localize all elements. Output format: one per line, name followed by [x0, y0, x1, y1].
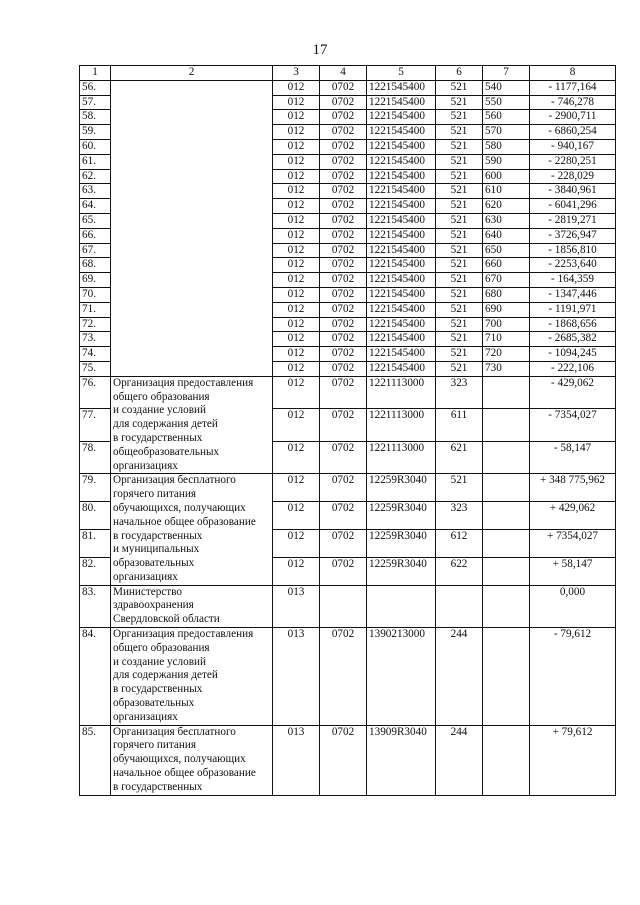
- amount-cell: - 3726,947: [530, 228, 616, 243]
- col3-cell: 012: [273, 213, 320, 228]
- col4-cell: 0702: [320, 725, 367, 795]
- amount-cell: - 1177,164: [530, 80, 616, 95]
- col7-cell: 540: [483, 80, 530, 95]
- col3-cell: 012: [273, 530, 320, 558]
- description-cell: [111, 376, 273, 474]
- column-header: 2: [111, 66, 273, 81]
- description-line: и муниципальных: [113, 543, 200, 556]
- description-line: здравоохранения: [113, 599, 194, 612]
- col3-cell: 012: [273, 154, 320, 169]
- description-line: и создание условий: [113, 404, 206, 417]
- row-number-cell: 84.: [80, 628, 111, 726]
- col3-cell: 012: [273, 557, 320, 585]
- col6-cell: 521: [436, 139, 483, 154]
- col3-cell: 012: [273, 409, 320, 442]
- description-line: Организация предоставления: [113, 376, 254, 389]
- description-line: и создание условий: [113, 655, 206, 668]
- row-number-cell: 57.: [80, 95, 111, 110]
- col7-cell: [483, 530, 530, 558]
- col7-cell: 690: [483, 302, 530, 317]
- amount-cell: - 222,106: [530, 361, 616, 376]
- col4-cell: 0702: [320, 317, 367, 332]
- col6-cell: 521: [436, 154, 483, 169]
- description-line: организациях: [113, 459, 178, 472]
- row-number-cell: 73.: [80, 332, 111, 347]
- col4-cell: 0702: [320, 441, 367, 474]
- row-number-cell: 65.: [80, 213, 111, 228]
- col3-cell: 012: [273, 243, 320, 258]
- col4-cell: 0702: [320, 376, 367, 409]
- col5-cell: 12259R3040: [367, 557, 436, 585]
- col6-cell: 521: [436, 332, 483, 347]
- col3-cell: 012: [273, 361, 320, 376]
- col3-cell: 012: [273, 199, 320, 214]
- col5-cell: 1221545400: [367, 139, 436, 154]
- col3-cell: 012: [273, 169, 320, 184]
- amount-cell: + 429,062: [530, 502, 616, 530]
- col7-cell: [483, 628, 530, 726]
- col6-cell: 521: [436, 317, 483, 332]
- col7-cell: [483, 441, 530, 474]
- col7-cell: 630: [483, 213, 530, 228]
- description-cell: [111, 725, 273, 795]
- col4-cell: 0702: [320, 95, 367, 110]
- description-line: Организация бесплатного: [113, 474, 236, 487]
- row-number-cell: 68.: [80, 258, 111, 273]
- col5-cell: 1221545400: [367, 273, 436, 288]
- col3-cell: 012: [273, 184, 320, 199]
- col7-cell: [483, 409, 530, 442]
- col5-cell: 1221545400: [367, 243, 436, 258]
- amount-cell: - 3840,961: [530, 184, 616, 199]
- amount-cell: + 7354,027: [530, 530, 616, 558]
- row-number-cell: 70.: [80, 287, 111, 302]
- col4-cell: 0702: [320, 154, 367, 169]
- description-cell: [111, 474, 273, 585]
- row-number-cell: 83.: [80, 585, 111, 627]
- table-row: [80, 725, 616, 795]
- description-line: в государственных: [113, 529, 203, 542]
- col3-cell: 012: [273, 474, 320, 502]
- col6-cell: 521: [436, 199, 483, 214]
- col7-cell: 680: [483, 287, 530, 302]
- col4-cell: 0702: [320, 258, 367, 273]
- col3-cell: 012: [273, 125, 320, 140]
- col3-cell: 012: [273, 80, 320, 95]
- amount-cell: - 746,278: [530, 95, 616, 110]
- col5-cell: 1221545400: [367, 199, 436, 214]
- column-header: 8: [530, 66, 616, 81]
- col4-cell: 0702: [320, 139, 367, 154]
- col5-cell: 1390213000: [367, 628, 436, 726]
- col4-cell: 0702: [320, 474, 367, 502]
- description-line: образовательных: [113, 557, 195, 570]
- col7-cell: 570: [483, 125, 530, 140]
- col3-cell: 012: [273, 287, 320, 302]
- col6-cell: 521: [436, 347, 483, 362]
- amount-cell: - 58,147: [530, 441, 616, 474]
- col5-cell: 1221545400: [367, 258, 436, 273]
- col5-cell: 1221545400: [367, 228, 436, 243]
- description-line: для содержания детей: [113, 418, 218, 431]
- col5-cell: 12259R3040: [367, 502, 436, 530]
- col3-cell: 012: [273, 376, 320, 409]
- description-line: Министерство: [113, 585, 182, 598]
- col7-cell: 590: [483, 154, 530, 169]
- amount-cell: - 79,612: [530, 628, 616, 726]
- col6-cell: 521: [436, 474, 483, 502]
- amount-cell: - 2685,382: [530, 332, 616, 347]
- col7-cell: 580: [483, 139, 530, 154]
- col7-cell: [483, 376, 530, 409]
- col6-cell: 611: [436, 409, 483, 442]
- description-line: в государственных: [113, 683, 203, 696]
- col4-cell: 0702: [320, 125, 367, 140]
- col6-cell: 521: [436, 287, 483, 302]
- col7-cell: 600: [483, 169, 530, 184]
- col6-cell: 521: [436, 184, 483, 199]
- col4-cell: 0702: [320, 110, 367, 125]
- col6-cell: [436, 585, 483, 627]
- description-line: Свердловской области: [113, 613, 220, 626]
- description-line: организациях: [113, 710, 178, 723]
- col4-cell: 0702: [320, 80, 367, 95]
- col7-cell: 610: [483, 184, 530, 199]
- col5-cell: 1221545400: [367, 347, 436, 362]
- row-number-cell: 69.: [80, 273, 111, 288]
- col5-cell: 1221545400: [367, 213, 436, 228]
- column-header: 4: [320, 66, 367, 81]
- amount-cell: - 164,359: [530, 273, 616, 288]
- col3-cell: 012: [273, 302, 320, 317]
- col5-cell: 1221545400: [367, 110, 436, 125]
- row-number-cell: 79.: [80, 474, 111, 502]
- col6-cell: 521: [436, 169, 483, 184]
- description-line: в государственных: [113, 431, 203, 444]
- col4-cell: 0702: [320, 332, 367, 347]
- table-row: [80, 80, 616, 95]
- col4-cell: 0702: [320, 169, 367, 184]
- col5-cell: [367, 585, 436, 627]
- col4-cell: 0702: [320, 347, 367, 362]
- table-row: [80, 585, 616, 627]
- col5-cell: 1221545400: [367, 317, 436, 332]
- row-number-cell: 58.: [80, 110, 111, 125]
- col6-cell: 612: [436, 530, 483, 558]
- row-number-cell: 75.: [80, 361, 111, 376]
- col7-cell: 720: [483, 347, 530, 362]
- amount-cell: - 2900,711: [530, 110, 616, 125]
- table-row: [80, 628, 616, 726]
- col7-cell: 650: [483, 243, 530, 258]
- col7-cell: 660: [483, 258, 530, 273]
- col4-cell: 0702: [320, 184, 367, 199]
- col4-cell: [320, 585, 367, 627]
- col5-cell: 1221113000: [367, 376, 436, 409]
- col3-cell: 012: [273, 502, 320, 530]
- column-header: 5: [367, 66, 436, 81]
- col6-cell: 621: [436, 441, 483, 474]
- description-cell: [111, 585, 273, 627]
- col4-cell: 0702: [320, 628, 367, 726]
- col5-cell: 1221545400: [367, 80, 436, 95]
- row-number-cell: 74.: [80, 347, 111, 362]
- row-number-cell: 85.: [80, 725, 111, 795]
- description-line: Организация предоставления: [113, 628, 254, 641]
- row-number-cell: 56.: [80, 80, 111, 95]
- col3-cell: 012: [273, 228, 320, 243]
- description-line: Организация бесплатного: [113, 725, 236, 738]
- column-header: 6: [436, 66, 483, 81]
- col3-cell: 013: [273, 628, 320, 726]
- col6-cell: 622: [436, 557, 483, 585]
- description-line: обучающихся, получающих: [113, 753, 246, 766]
- col5-cell: 1221113000: [367, 441, 436, 474]
- row-number-cell: 59.: [80, 125, 111, 140]
- col6-cell: 521: [436, 243, 483, 258]
- col7-cell: 640: [483, 228, 530, 243]
- col7-cell: [483, 585, 530, 627]
- col6-cell: 244: [436, 725, 483, 795]
- col3-cell: 013: [273, 725, 320, 795]
- col3-cell: 012: [273, 441, 320, 474]
- header-row: [80, 66, 616, 81]
- description-line: горячего питания: [113, 739, 197, 752]
- description-line: общеобразовательных: [113, 445, 220, 458]
- amount-cell: - 228,029: [530, 169, 616, 184]
- row-number-cell: 60.: [80, 139, 111, 154]
- row-number-cell: 66.: [80, 228, 111, 243]
- col3-cell: 012: [273, 317, 320, 332]
- table-row: [80, 474, 616, 502]
- col4-cell: 0702: [320, 287, 367, 302]
- row-number-cell: 81.: [80, 530, 111, 558]
- row-number-cell: 78.: [80, 441, 111, 474]
- amount-cell: - 6041,296: [530, 199, 616, 214]
- col6-cell: 244: [436, 628, 483, 726]
- col6-cell: 521: [436, 125, 483, 140]
- row-number-cell: 72.: [80, 317, 111, 332]
- column-header: 7: [483, 66, 530, 81]
- col3-cell: 012: [273, 95, 320, 110]
- col4-cell: 0702: [320, 530, 367, 558]
- row-number-cell: 67.: [80, 243, 111, 258]
- row-number-cell: 77.: [80, 409, 111, 442]
- row-number-cell: 82.: [80, 557, 111, 585]
- description-line: общего образования: [113, 641, 210, 654]
- amount-cell: - 1868,656: [530, 317, 616, 332]
- amount-cell: - 6860,254: [530, 125, 616, 140]
- amount-cell: - 2819,271: [530, 213, 616, 228]
- col5-cell: 1221545400: [367, 95, 436, 110]
- description-line: общего образования: [113, 390, 210, 403]
- col7-cell: [483, 725, 530, 795]
- col6-cell: 521: [436, 361, 483, 376]
- col6-cell: 521: [436, 302, 483, 317]
- col5-cell: 12259R3040: [367, 474, 436, 502]
- col5-cell: 1221545400: [367, 125, 436, 140]
- description-line: начальное общее образование: [113, 767, 256, 780]
- column-header: 3: [273, 66, 320, 81]
- row-number-cell: 80.: [80, 502, 111, 530]
- row-number-cell: 63.: [80, 184, 111, 199]
- col5-cell: 12259R3040: [367, 530, 436, 558]
- col6-cell: 521: [436, 110, 483, 125]
- col4-cell: 0702: [320, 557, 367, 585]
- col7-cell: [483, 474, 530, 502]
- col3-cell: 012: [273, 347, 320, 362]
- description-line: для содержания детей: [113, 669, 218, 682]
- amount-cell: - 2253,640: [530, 258, 616, 273]
- amount-cell: - 2280,251: [530, 154, 616, 169]
- amount-cell: - 1347,446: [530, 287, 616, 302]
- col7-cell: 560: [483, 110, 530, 125]
- col4-cell: 0702: [320, 199, 367, 214]
- col7-cell: 700: [483, 317, 530, 332]
- col4-cell: 0702: [320, 273, 367, 288]
- col5-cell: 1221545400: [367, 332, 436, 347]
- col5-cell: 13909R3040: [367, 725, 436, 795]
- description-line: в государственных: [113, 780, 203, 793]
- col5-cell: 1221545400: [367, 302, 436, 317]
- col6-cell: 323: [436, 376, 483, 409]
- amount-cell: - 1094,245: [530, 347, 616, 362]
- amount-cell: + 58,147: [530, 557, 616, 585]
- col7-cell: 620: [483, 199, 530, 214]
- description-line: организациях: [113, 570, 178, 583]
- amount-cell: + 348 775,962: [530, 474, 616, 502]
- description-line: обучающихся, получающих: [113, 501, 246, 514]
- col6-cell: 521: [436, 95, 483, 110]
- description-cell-empty: [111, 80, 273, 376]
- amount-cell: + 79,612: [530, 725, 616, 795]
- budget-table: [79, 65, 616, 796]
- col7-cell: [483, 557, 530, 585]
- col6-cell: 323: [436, 502, 483, 530]
- table-row: [80, 376, 616, 409]
- amount-cell: - 940,167: [530, 139, 616, 154]
- col7-cell: 710: [483, 332, 530, 347]
- col4-cell: 0702: [320, 243, 367, 258]
- col4-cell: 0702: [320, 302, 367, 317]
- col7-cell: 550: [483, 95, 530, 110]
- col5-cell: 1221545400: [367, 184, 436, 199]
- col3-cell: 012: [273, 139, 320, 154]
- amount-cell: - 1191,971: [530, 302, 616, 317]
- row-number-cell: 71.: [80, 302, 111, 317]
- col5-cell: 1221545400: [367, 154, 436, 169]
- col6-cell: 521: [436, 228, 483, 243]
- amount-cell: - 429,062: [530, 376, 616, 409]
- col7-cell: 670: [483, 273, 530, 288]
- col3-cell: 013: [273, 585, 320, 627]
- col4-cell: 0702: [320, 502, 367, 530]
- description-line: горячего питания: [113, 488, 197, 501]
- col6-cell: 521: [436, 273, 483, 288]
- col3-cell: 012: [273, 273, 320, 288]
- column-header: 1: [80, 66, 111, 81]
- col4-cell: 0702: [320, 213, 367, 228]
- page-number: 17: [312, 42, 328, 58]
- col3-cell: 012: [273, 258, 320, 273]
- col6-cell: 521: [436, 213, 483, 228]
- row-number-cell: 61.: [80, 154, 111, 169]
- col5-cell: 1221545400: [367, 287, 436, 302]
- description-line: образовательных: [113, 697, 195, 710]
- description-line: начальное общее образование: [113, 515, 256, 528]
- col4-cell: 0702: [320, 361, 367, 376]
- row-number-cell: 76.: [80, 376, 111, 409]
- description-cell: [111, 628, 273, 726]
- col6-cell: 521: [436, 258, 483, 273]
- amount-cell: 0,000: [530, 585, 616, 627]
- col5-cell: 1221545400: [367, 361, 436, 376]
- col4-cell: 0702: [320, 409, 367, 442]
- col5-cell: 1221545400: [367, 169, 436, 184]
- col3-cell: 012: [273, 110, 320, 125]
- row-number-cell: 64.: [80, 199, 111, 214]
- col4-cell: 0702: [320, 228, 367, 243]
- row-number-cell: 62.: [80, 169, 111, 184]
- amount-cell: - 7354,027: [530, 409, 616, 442]
- col7-cell: [483, 502, 530, 530]
- col6-cell: 521: [436, 80, 483, 95]
- col5-cell: 1221113000: [367, 409, 436, 442]
- col3-cell: 012: [273, 332, 320, 347]
- col7-cell: 730: [483, 361, 530, 376]
- amount-cell: - 1856,810: [530, 243, 616, 258]
